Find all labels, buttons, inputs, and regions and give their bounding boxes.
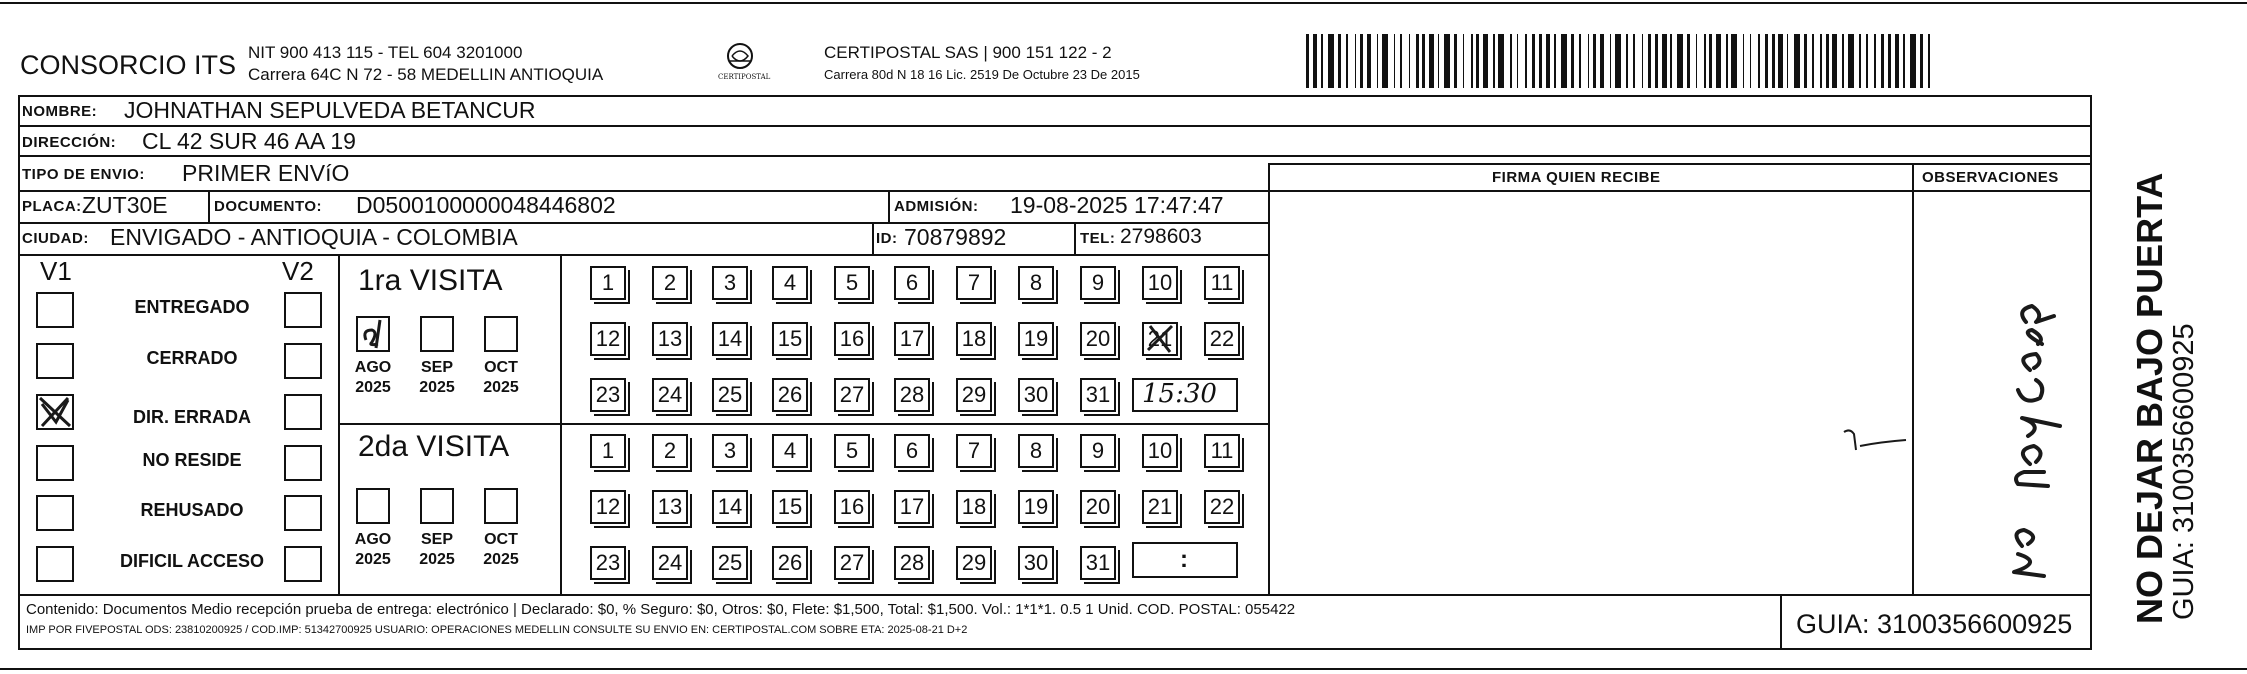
day-box: 27 xyxy=(834,378,870,412)
top-border xyxy=(0,2,2247,4)
day-box: 10 xyxy=(1142,266,1178,300)
day-box: 3 xyxy=(712,434,748,468)
barcode-bar xyxy=(1588,34,1590,88)
barcode-bar xyxy=(1704,34,1706,88)
first-visit-time: 15:30 xyxy=(1142,379,1217,409)
id-label: ID: xyxy=(876,230,898,247)
day-box: 26 xyxy=(772,378,808,412)
barcode-bar xyxy=(1842,34,1844,88)
barcode-bar xyxy=(1709,34,1712,88)
barcode-bar xyxy=(1716,34,1721,88)
month-year: 2025 xyxy=(483,551,519,568)
day-box: 22 xyxy=(1204,490,1240,524)
id-value: 70879892 xyxy=(904,224,1007,250)
certipostal-line-1: CERTIPOSTAL SAS | 900 151 122 - 2 xyxy=(824,43,1112,62)
tel-label: TEL: xyxy=(1080,230,1116,247)
day-box: 7 xyxy=(956,434,992,468)
barcode-bar xyxy=(1866,34,1868,88)
barcode-bar xyxy=(1571,34,1574,88)
barcode-bar xyxy=(1626,34,1628,88)
month-checkbox xyxy=(356,316,390,352)
month-name: OCT xyxy=(484,359,518,376)
barcode-bar xyxy=(1778,34,1783,88)
day-box: 19 xyxy=(1018,322,1054,356)
barcode-bar xyxy=(1438,34,1440,88)
col-obs-left xyxy=(1912,163,1914,595)
barcode-bar xyxy=(1463,34,1465,88)
barcode-bar xyxy=(1471,34,1473,88)
barcode-bar xyxy=(1429,34,1434,88)
barcode-bar xyxy=(1874,34,1876,88)
status-label: DIFICIL ACCESO xyxy=(119,551,264,571)
nombre-label: NOMBRE: xyxy=(22,103,98,120)
barcode-bar xyxy=(1731,34,1737,88)
day-box: 5 xyxy=(834,266,870,300)
barcode-bar xyxy=(1750,34,1752,88)
first-visit-title: 1ra VISITA xyxy=(358,264,503,297)
barcode-bar xyxy=(1743,34,1745,88)
barcode-bar xyxy=(1615,34,1621,88)
day-box: 29 xyxy=(956,378,992,412)
day-box: 8 xyxy=(1018,434,1054,468)
admision-label: ADMISIÓN: xyxy=(894,198,979,215)
month-name: AGO xyxy=(354,359,392,376)
barcode-bar xyxy=(1554,34,1556,88)
day-box: 27 xyxy=(834,546,870,580)
day-box: 21 xyxy=(1142,490,1178,524)
barcode-bar xyxy=(1476,34,1479,88)
barcode-bar xyxy=(1859,34,1861,88)
month-year: 2025 xyxy=(419,551,455,568)
v1-label: V1 xyxy=(40,256,72,286)
day-box: 30 xyxy=(1018,546,1054,580)
barcode-bar xyxy=(1593,34,1596,88)
firma-header-line xyxy=(1268,163,2092,165)
month-checkbox xyxy=(420,316,454,352)
barcode-bar xyxy=(1696,34,1698,88)
barcode-bar xyxy=(1498,34,1504,88)
month-checkbox xyxy=(484,316,518,352)
barcode-bar xyxy=(1517,34,1519,88)
second-visit-title: 2da VISITA xyxy=(358,430,510,463)
direccion-value: CL 42 SUR 46 AA 19 xyxy=(142,128,356,154)
barcode-bar xyxy=(1787,34,1789,88)
barcode-bar xyxy=(1820,34,1822,88)
barcode-bar xyxy=(1483,34,1488,88)
day-box: 1 xyxy=(590,434,626,468)
day-box: 15 xyxy=(772,490,808,524)
certipostal-line-2: Carrera 80d N 18 16 Lic. 2519 De Octubre 23 De 2015 xyxy=(824,67,1140,82)
handwritten-observation xyxy=(1926,196,2076,592)
row-line-6 xyxy=(18,254,1270,256)
nombre-value: JOHNATHAN SEPULVEDA BETANCUR xyxy=(124,97,536,123)
day-box: 6 xyxy=(894,266,930,300)
barcode-bar xyxy=(1313,34,1318,88)
barcode-bar xyxy=(1633,34,1635,88)
day-box: 13 xyxy=(652,490,688,524)
logo-text: CERTIPOSTAL xyxy=(718,73,771,81)
day-box: 25 xyxy=(712,378,748,412)
v2-checkbox xyxy=(284,394,322,430)
day-box: 31 xyxy=(1080,546,1116,580)
footer-line-1: Contenido: Documentos Medio recepción prueba de entrega: electrónico | Declarado: $0, % Seguro: $0, Otros: $0, Flete: $1,500, Total: $1,500. Vol.: 1*1*1. 0.5 1 Unid. COD. POSTAL: 055422 xyxy=(26,601,1296,618)
barcode-bar xyxy=(1355,34,1357,88)
placa-value: ZUT30E xyxy=(82,192,168,218)
day-box: 29 xyxy=(956,546,992,580)
obs-header-line xyxy=(1268,190,2092,192)
ciudad-value: ENVIGADO - ANTIOQUIA - COLOMBIA xyxy=(110,224,518,250)
day-box: 11 xyxy=(1204,434,1240,468)
barcode-bar xyxy=(1610,34,1612,88)
barcode-bar xyxy=(1382,34,1388,88)
day-box: 7 xyxy=(956,266,992,300)
month-year: 2025 xyxy=(419,379,455,396)
barcode-bar xyxy=(1670,34,1672,88)
day-box: 4 xyxy=(772,434,808,468)
barcode-bar xyxy=(1895,34,1900,88)
day-box: 17 xyxy=(894,322,930,356)
barcode-bar xyxy=(1377,34,1379,88)
day-box: 18 xyxy=(956,322,992,356)
v1-checkbox xyxy=(36,394,74,430)
barcode-bar xyxy=(1539,34,1542,88)
v2-checkbox xyxy=(284,445,322,481)
barcode-bar xyxy=(1546,34,1551,88)
tel-value: 2798603 xyxy=(1120,225,1202,248)
barcode-bar xyxy=(1928,34,1930,88)
barcode-bar xyxy=(1338,34,1341,88)
v2-checkbox xyxy=(284,495,322,531)
month-name: OCT xyxy=(484,531,518,548)
day-box: 12 xyxy=(590,322,626,356)
day-box: 21 xyxy=(1142,322,1178,356)
day-box: 9 xyxy=(1080,266,1116,300)
barcode-bar xyxy=(1600,34,1605,88)
visits-divider xyxy=(338,423,1270,425)
day-cross-mark xyxy=(1144,324,1176,354)
status-label: DIR. ERRADA xyxy=(132,407,251,427)
day-box: 16 xyxy=(834,490,870,524)
barcode xyxy=(1306,34,1936,88)
day-box: 16 xyxy=(834,322,870,356)
bottom-border xyxy=(0,668,2247,670)
day-box: 8 xyxy=(1018,266,1054,300)
barcode-bar xyxy=(1765,34,1768,88)
day-box: 18 xyxy=(956,490,992,524)
v1-checkbox xyxy=(36,343,74,379)
barcode-bar xyxy=(1561,34,1567,88)
barcode-bar xyxy=(1306,34,1309,88)
day-box: 23 xyxy=(590,378,626,412)
documento-label: DOCUMENTO: xyxy=(214,198,323,215)
v1-checkbox xyxy=(36,445,74,481)
ciudad-label: CIUDAD: xyxy=(22,230,89,247)
barcode-bar xyxy=(1416,34,1419,88)
day-box: 14 xyxy=(712,322,748,356)
barcode-bar xyxy=(1454,34,1457,88)
barcode-bar xyxy=(1532,34,1535,88)
id-divider xyxy=(872,222,874,254)
barcode-bar xyxy=(1400,34,1402,88)
day-box: 28 xyxy=(894,546,930,580)
row-line-1 xyxy=(18,125,2092,127)
tipo-envio-label: TIPO DE ENVIO: xyxy=(22,166,145,183)
status-label: CERRADO xyxy=(146,348,238,368)
day-box: 23 xyxy=(590,546,626,580)
day-box: 25 xyxy=(712,546,748,580)
barcode-bar xyxy=(1655,34,1658,88)
day-box: 6 xyxy=(894,434,930,468)
day-box: 13 xyxy=(652,322,688,356)
placa-label: PLACA: xyxy=(22,198,82,215)
placa-divider xyxy=(208,190,210,222)
day-box: 26 xyxy=(772,546,808,580)
company-name: CONSORCIO ITS xyxy=(20,50,237,80)
day-box: 3 xyxy=(712,266,748,300)
first-visit-time-box xyxy=(1132,378,1238,412)
col-firma-left xyxy=(1268,163,1270,595)
v1-checkbox xyxy=(36,546,74,582)
status-label: NO RESIDE xyxy=(142,450,242,470)
month-checkbox xyxy=(420,488,454,524)
barcode-bar xyxy=(1642,34,1644,88)
day-box: 22 xyxy=(1204,322,1240,356)
month-name: SEP xyxy=(420,359,453,376)
day-box: 31 xyxy=(1080,378,1116,412)
direccion-label: DIRECCIÓN: xyxy=(22,134,117,151)
day-box: 30 xyxy=(1018,378,1054,412)
barcode-bar xyxy=(1848,34,1854,88)
barcode-bar xyxy=(1648,34,1651,88)
documento-value: D0500100000048446802 xyxy=(356,192,616,218)
admision-divider xyxy=(888,190,890,222)
barcode-bar xyxy=(1920,34,1923,88)
day-box: 11 xyxy=(1204,266,1240,300)
day-box: 15 xyxy=(772,322,808,356)
second-visit-time-box xyxy=(1132,542,1238,578)
barcode-bar xyxy=(1832,34,1837,88)
day-box: 12 xyxy=(590,490,626,524)
footer-line-2: IMP POR FIVEPOSTAL ODS: 23810200925 / COD.IMP: 51342700925 USUARIO: OPERACIONES MEDELLIN CONSULTE SU ENVIO EN: CERTIPOSTAL.COM SOBRE ETA: 2025-08-21 D+2 xyxy=(26,624,968,636)
month-year: 2025 xyxy=(483,379,519,396)
barcode-bar xyxy=(1794,34,1800,88)
barcode-bar xyxy=(1826,34,1829,88)
barcode-bar xyxy=(1579,34,1581,88)
barcode-bar xyxy=(1510,34,1512,88)
barcode-bar xyxy=(1772,34,1775,88)
firma-header: FIRMA QUIEN RECIBE xyxy=(1492,169,1661,186)
v2-label: V2 xyxy=(282,256,314,286)
month-year: 2025 xyxy=(355,379,391,396)
day-box: 24 xyxy=(652,378,688,412)
barcode-bar xyxy=(1677,34,1683,88)
side-warning: NO DEJAR BAJO PUERTA xyxy=(2129,172,2170,624)
month-name: AGO xyxy=(354,531,392,548)
barcode-bar xyxy=(1367,34,1372,88)
month-year: 2025 xyxy=(355,551,391,568)
barcode-bar xyxy=(1525,34,1527,88)
barcode-bar xyxy=(1394,34,1396,88)
day-box: 17 xyxy=(894,490,930,524)
v1-checkbox xyxy=(36,292,74,328)
status-label: REHUSADO xyxy=(140,500,244,520)
side-guia: GUIA: 3100356600925 xyxy=(2168,323,2200,620)
observaciones-header: OBSERVACIONES xyxy=(1922,169,2059,186)
barcode-bar xyxy=(1888,34,1891,88)
month-checkbox xyxy=(484,488,518,524)
day-box: 20 xyxy=(1080,490,1116,524)
admision-value: 19-08-2025 17:47:47 xyxy=(1010,192,1224,218)
barcode-bar xyxy=(1422,34,1425,88)
company-line-2: Carrera 64C N 72 - 58 MEDELLIN ANTIOQUIA xyxy=(248,65,604,84)
barcode-bar xyxy=(1758,34,1760,88)
barcode-bar xyxy=(1444,34,1450,88)
month-name: SEP xyxy=(420,531,453,548)
barcode-bar xyxy=(1346,34,1348,88)
barcode-bar xyxy=(1881,34,1884,88)
day-box: 2 xyxy=(652,434,688,468)
day-box: 5 xyxy=(834,434,870,468)
barcode-bar xyxy=(1493,34,1495,88)
day-box: 1 xyxy=(590,266,626,300)
day-box: 14 xyxy=(712,490,748,524)
barcode-bar xyxy=(1360,34,1363,88)
day-box: 19 xyxy=(1018,490,1054,524)
barcode-bar xyxy=(1812,34,1814,88)
day-box: 24 xyxy=(652,546,688,580)
day-box: 2 xyxy=(652,266,688,300)
row-line-2 xyxy=(18,155,2092,157)
barcode-bar xyxy=(1687,34,1690,88)
col-footer-guia xyxy=(1780,594,1782,650)
certipostal-logo-icon xyxy=(712,38,771,90)
footer-guia: GUIA: 3100356600925 xyxy=(1796,609,2073,639)
v2-checkbox xyxy=(284,292,322,328)
barcode-bar xyxy=(1726,34,1728,88)
barcode-bar xyxy=(1910,34,1916,88)
day-box: 10 xyxy=(1142,434,1178,468)
barcode-bar xyxy=(1328,34,1334,88)
day-box: 9 xyxy=(1080,434,1116,468)
barcode-bar xyxy=(1409,34,1411,88)
day-box: 4 xyxy=(772,266,808,300)
barcode-bar xyxy=(1662,34,1667,88)
v2-checkbox xyxy=(284,343,322,379)
barcode-bar xyxy=(1321,34,1323,88)
day-box: 20 xyxy=(1080,322,1116,356)
status-label: ENTREGADO xyxy=(134,297,250,317)
second-visit-time: : xyxy=(1180,546,1188,573)
month-checkbox xyxy=(356,488,390,524)
v2-checkbox xyxy=(284,546,322,582)
tipo-envio-value: PRIMER ENVíO xyxy=(182,160,350,186)
barcode-bar xyxy=(1804,34,1807,88)
company-line-1: NIT 900 413 115 - TEL 604 3201000 xyxy=(248,43,523,62)
v1-checkbox xyxy=(36,495,74,531)
day-box: 28 xyxy=(894,378,930,412)
tel-divider xyxy=(1074,222,1076,254)
barcode-bar xyxy=(1903,34,1905,88)
signature-stroke xyxy=(1840,420,1910,460)
